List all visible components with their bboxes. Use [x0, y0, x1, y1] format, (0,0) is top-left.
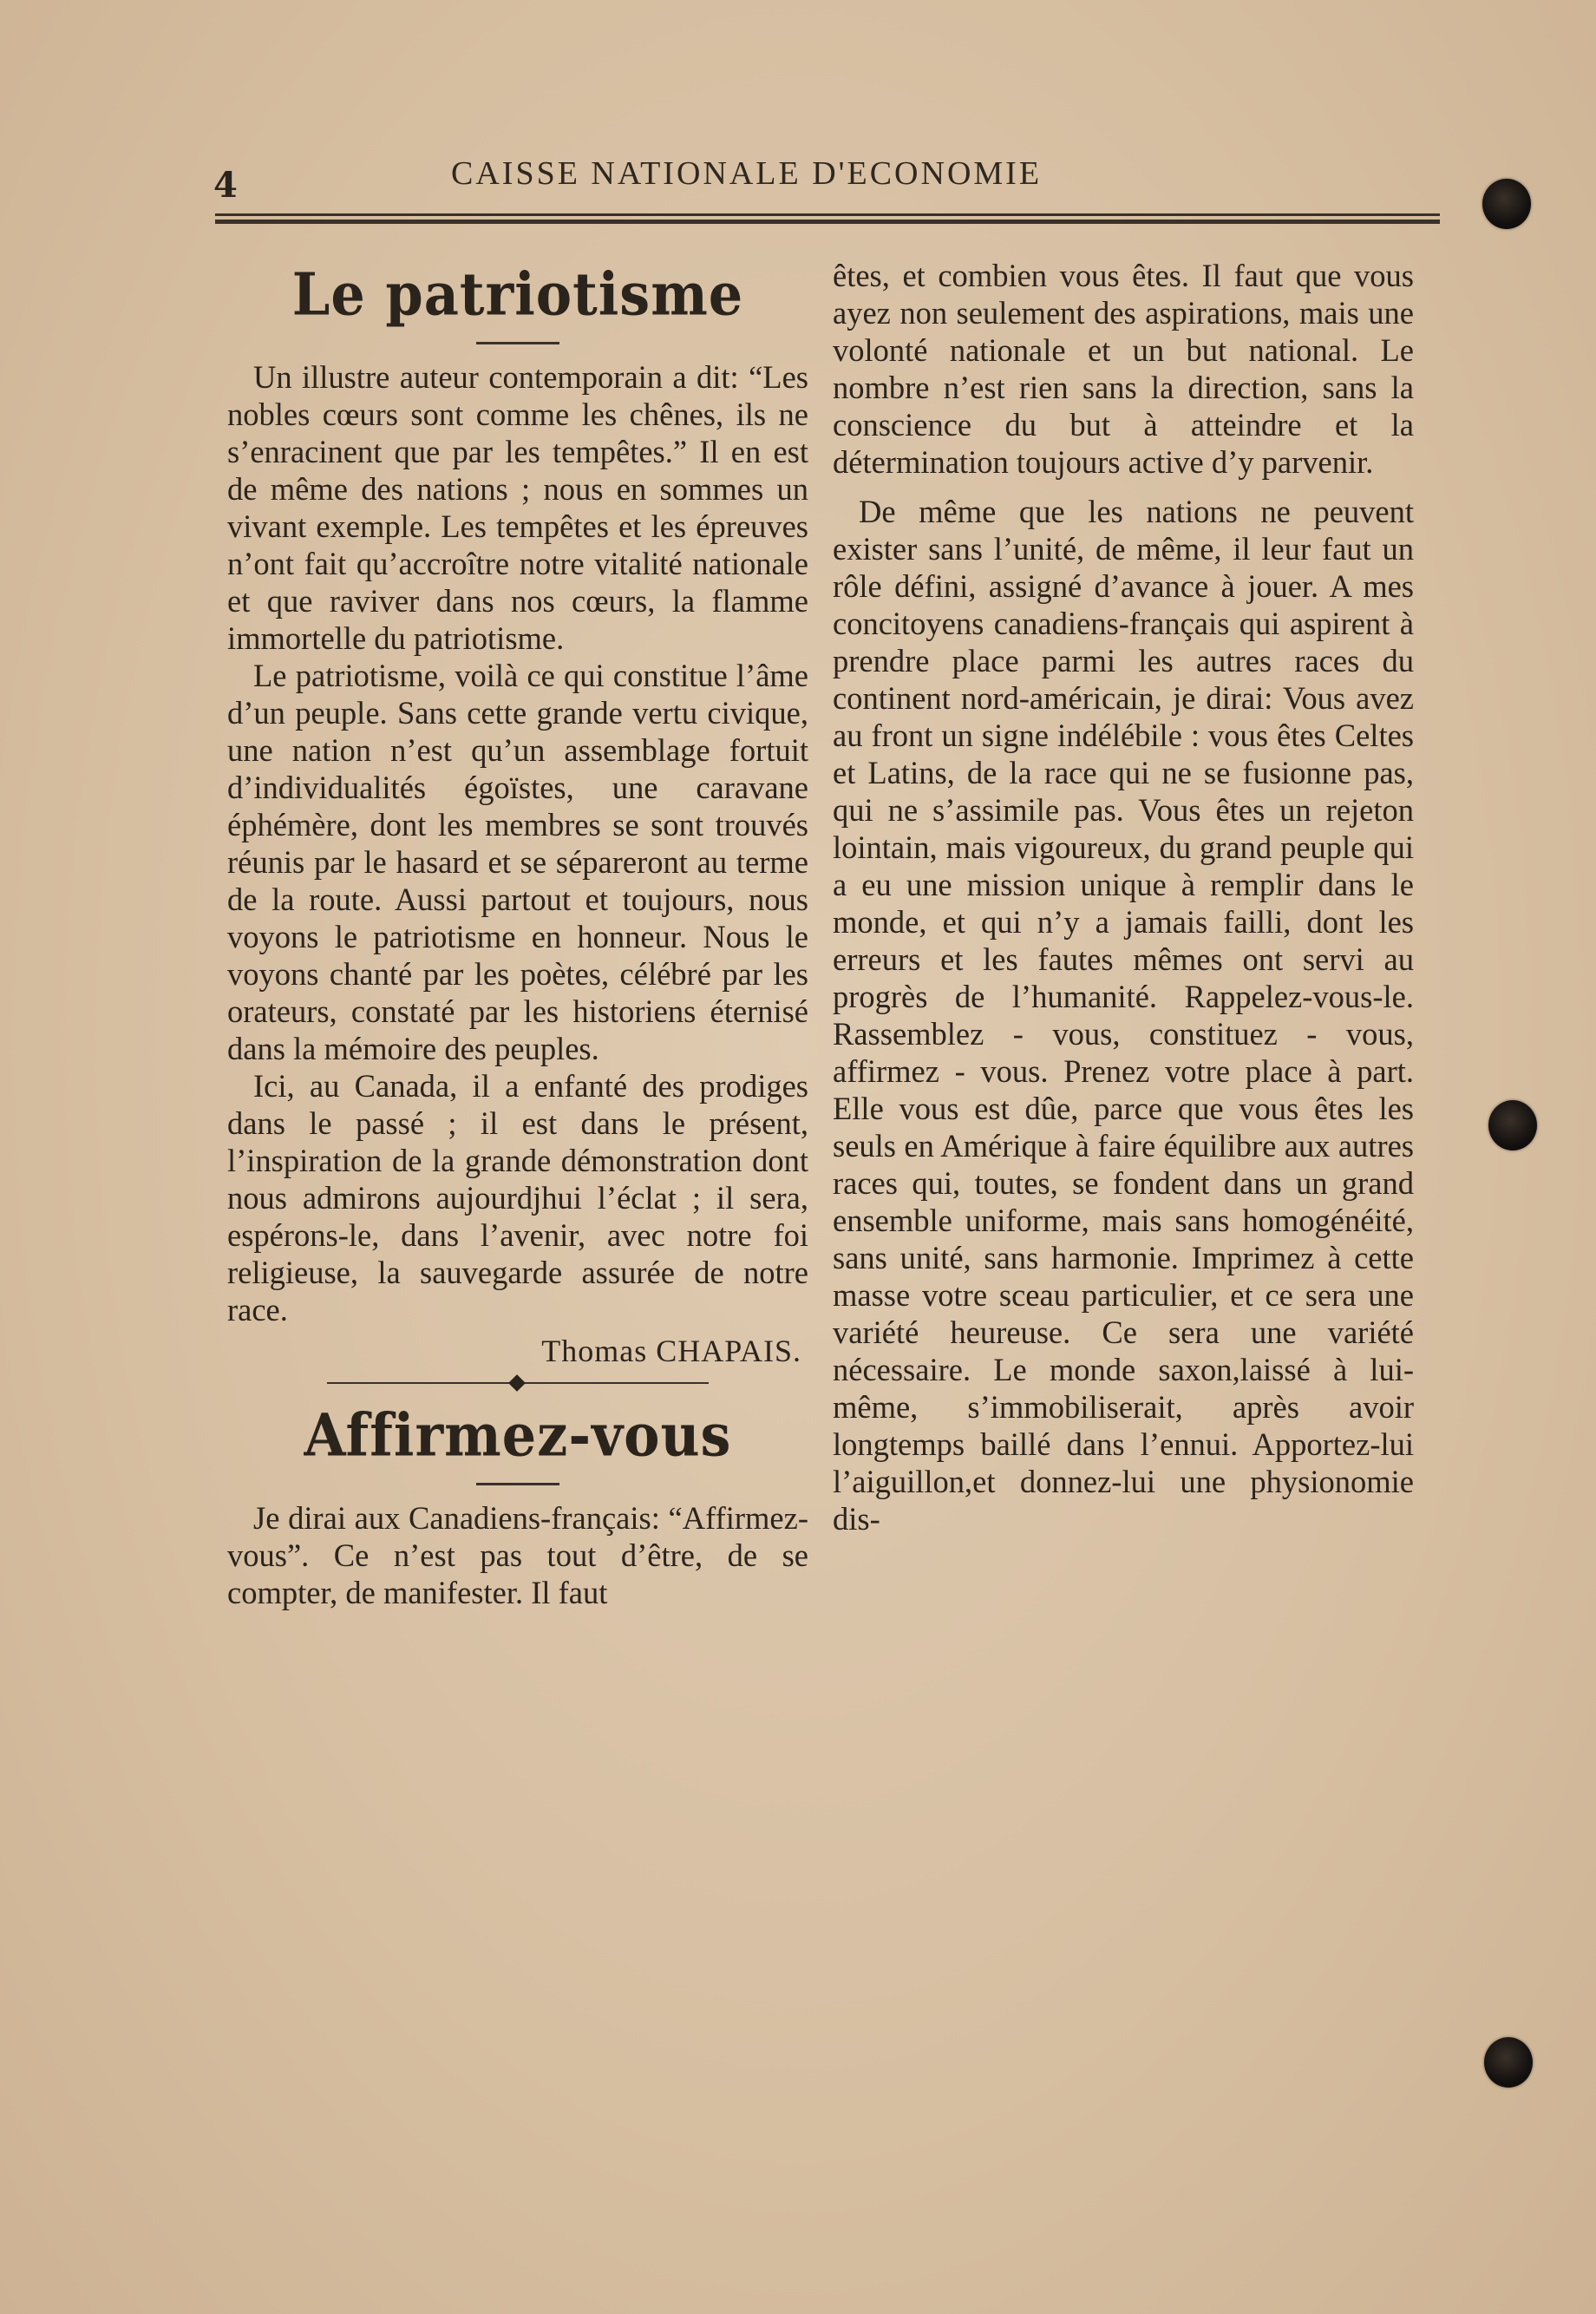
paragraph: Ici, au Canada, il a enfanté des prodiges dans le passé ; il est dans le présent, l’inspiration de la grande démonstration dont nous admirons aujourdjhui l’éclat ; il sera, espérons-le, dans l’avenir, avec notre foi religieuse, la sauvegarde assurée de notre race. [227, 1068, 808, 1327]
binding-hole-bottom [1484, 2037, 1533, 2088]
running-title: CAISSE NATIONALE D'ECONOMIE [451, 155, 1043, 192]
paragraph: Le patriotisme, voilà ce qui constitue l’âme d’un peuple. Sans cette grande vertu civique, une nation n’est qu’un assemblage fortuit d’individualités égoïstes, une caravane éphémère, dont les membres se sont trouvés réunis par le hasard et se sépareront au terme de la route. Aussi partout et toujours, nous voyons le patriotisme en honneur. Nous le voyons chanté par les poètes, célébré par les orateurs, constaté par les historiens éternisé dans la mémoire des peuples. [227, 658, 808, 1066]
page-number: 4 [213, 165, 238, 206]
title-rule [476, 342, 559, 344]
title-rule [476, 1483, 559, 1485]
paragraph: De même que les nations ne peuvent exister sans l’unité, de même, il leur faut un rôle défini, assigné d’avance à jouer. A mes concitoyens canadiens-français qui aspirent à prendre place parmi les autres races du continent nord-américain, je dirai: Vous avez au front un signe indélébile : vous êtes Celtes et Latins, de la race qui ne se fusionne pas, qui ne s’assimile pas. Vous êtes un rejeton lointain, mais vigoureux, du grand peuple qui a eu une mission unique à remplir dans le monde, et qui n’y a jamais failli, dont les erreurs et les fautes mêmes ont servi au progrès de l’humanité. Rappelez-vous-le. Rassemblez - vous, constituez - vous, affirmez - vous. Prenez votre place à part. Elle vous est dûe, parce que vous êtes les seuls en Amérique à faire équilibre aux autres races qui, toutes, se fondent dans un grand ensemble uniforme, mais sans homogénéité, sans unité, sans harmonie. Imprimez à cette masse votre sceau particulier, et ce sera une variété heureuse. Ce sera une variété nécessaire. Le monde saxon,laissé à lui-même, s’immobiliserait, après avoir longtemps baillé dans l’ennui. Apportez-lui l’aiguillon,et donnez-lui une physionomie dis- [833, 494, 1414, 1537]
paragraph: Je dirai aux Canadiens-français: “Affirmez-vous”. Ce n’est pas tout d’être, de se compter, de manifester. Il faut [227, 1500, 808, 1610]
article-title-patriotisme: Le patriotisme [291, 260, 744, 329]
paragraph: Un illustre auteur contemporain a dit: “Les nobles cœurs sont comme les chênes, ils ne s’enracinent que par les tempêtes.” Il en est de même des nations ; nous en sommes un vivant exemple. Les tempêtes et les épreuves n’ont fait qu’accroître notre vitalité nationale et que raviver dans nos cœurs, la flamme immortelle du patriotisme. [227, 359, 808, 656]
binding-hole-middle [1488, 1100, 1537, 1150]
section-divider [327, 1373, 709, 1393]
article-title-affirmez-vous: Affirmez-vous [304, 1401, 732, 1470]
author-signature: Thomas CHAPAIS. [541, 1334, 801, 1368]
left-column [227, 260, 808, 1611]
binding-hole-top [1482, 179, 1531, 229]
paragraph: êtes, et combien vous êtes. Il faut que vous ayez non seulement des aspirations, mais une volonté nationale et un but national. Le nombre n’est rien sans la direction, sans la conscience du but à atteindre et la détermination toujours active d’y parvenir. [833, 258, 1414, 480]
right-column [833, 257, 1414, 1537]
header-double-rule [215, 212, 1440, 226]
